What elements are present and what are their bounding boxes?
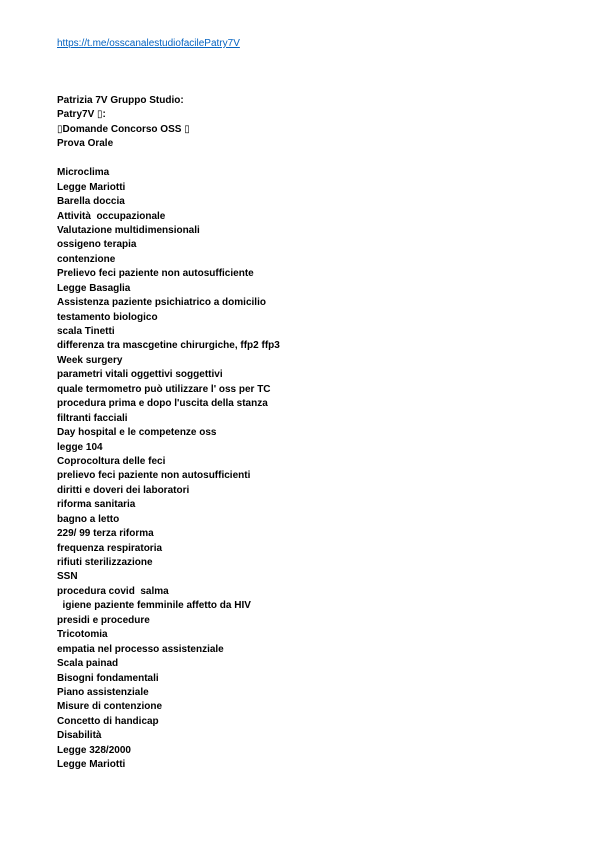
topic-item: Assistenza paziente psichiatrico a domicilio <box>57 297 266 309</box>
topic-item: Tricotomia <box>57 629 108 641</box>
topic-item: Barella doccia <box>57 196 125 208</box>
header-line: Patrizia 7V Gruppo Studio: <box>57 95 184 106</box>
topic-item: Valutazione multidimensionali <box>57 224 200 236</box>
topic-item: frequenza respiratoria <box>57 542 163 554</box>
topic-item: Piano assistenziale <box>57 686 149 698</box>
topic-item: Bisogni fondamentali <box>57 672 159 684</box>
topic-item: presidi e procedure <box>57 614 150 626</box>
topic-item: differenza tra mascgetine chirurgiche, ffp2 ffp3 <box>57 340 280 352</box>
topic-item: contenzione <box>57 253 116 265</box>
topic-item: Legge Mariotti <box>57 181 126 193</box>
header-line: Patry7V ▯: <box>57 109 106 121</box>
topic-item: Legge Mariotti <box>57 759 126 771</box>
topic-item: riforma sanitaria <box>57 499 136 511</box>
telegram-link[interactable]: https://t.me/osscanalestudiofacilePatry7V <box>57 38 240 49</box>
topic-item: Week surgery <box>57 354 123 366</box>
header-line: ▯Domande Concorso OSS ▯ <box>57 123 190 135</box>
topic-item: Disabilità <box>57 730 102 742</box>
topic-item: Prelievo feci paziente non autosufficiente <box>57 268 254 280</box>
header-line: Prova Orale <box>57 138 114 150</box>
topic-item: diritti e doveri dei laboratori <box>57 484 190 496</box>
topic-item: bagno a letto <box>57 513 120 525</box>
topic-item: Microclima <box>57 167 110 179</box>
topic-item: Misure di contenzione <box>57 701 163 713</box>
topic-item: legge 104 <box>57 441 103 453</box>
topic-item: rifiuti sterilizzazione <box>57 557 153 568</box>
topic-item: scala Tinetti <box>57 326 115 337</box>
topic-item: Scala painad <box>57 658 119 670</box>
topic-item: parametri vitali oggettivi soggettivi <box>57 369 223 381</box>
topic-item: filtranti facciali <box>57 412 128 424</box>
topic-item: empatia nel processo assistenziale <box>57 643 224 655</box>
topic-item: ossigeno terapia <box>57 239 137 251</box>
topic-item: procedura covid salma <box>57 585 169 597</box>
topic-item: 229/ 99 terza riforma <box>57 528 154 540</box>
topic-item: prelievo feci paziente non autosufficienti <box>57 470 251 482</box>
document-body <box>57 94 537 773</box>
spacer <box>57 152 537 166</box>
topic-item: Day hospital e le competenze oss <box>57 427 217 439</box>
topic-item: procedura prima e dopo l'uscita della stanza <box>57 398 268 410</box>
topic-item: Legge 328/2000 <box>57 744 131 756</box>
topic-item: igiene paziente femminile affetto da HIV <box>57 600 251 612</box>
topic-item: Concetto di handicap <box>57 715 159 727</box>
topic-list <box>57 166 537 772</box>
topic-item: Legge Basaglia <box>57 282 131 294</box>
topic-item: testamento biologico <box>57 311 158 323</box>
topic-item: Attività occupazionale <box>57 210 166 222</box>
topic-item: SSN <box>57 571 78 583</box>
topic-item: Coprocoltura delle feci <box>57 455 166 467</box>
topic-item: quale termometro può utilizzare l' oss per TC <box>57 383 271 395</box>
